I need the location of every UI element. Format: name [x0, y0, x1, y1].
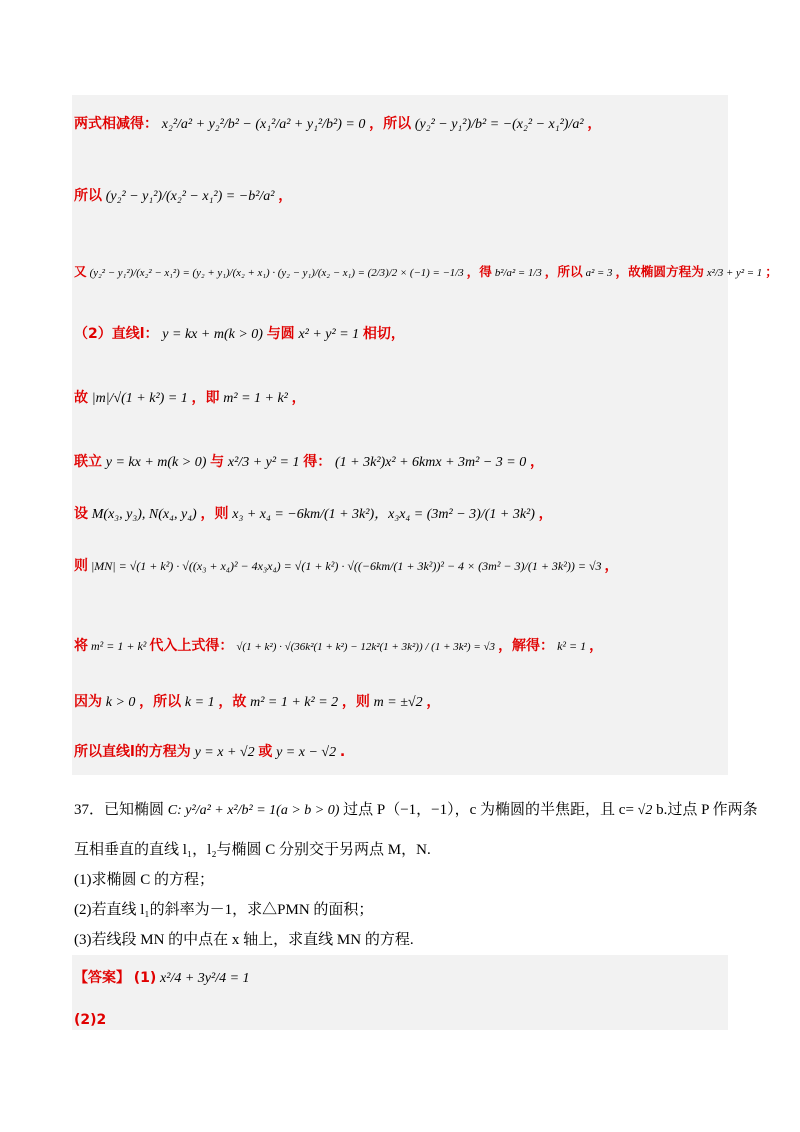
formula: y = x − √2: [276, 745, 337, 760]
formula: x² + y² = 1: [298, 327, 360, 342]
text: 过点 P（−1，−1），c 为椭圆的半焦距，且 c=: [343, 802, 634, 818]
text: ，故: [218, 694, 247, 710]
formula: x₂²/a² + y₂²/b² − (x₁²/a² + y₁²/b²) = 0: [161, 117, 366, 132]
solution-line-9: [74, 636, 603, 657]
solution-line-3: [74, 262, 778, 283]
text: (2)2: [74, 1012, 107, 1028]
text: ，故椭圆方程为: [615, 264, 704, 279]
solution-line-11: [74, 742, 345, 763]
formula: C: y²/a² + x²/b² = 1(a > b > 0): [167, 803, 340, 818]
solution-line-6: [74, 452, 544, 473]
formula: (y₂² − y₁²)/(x₂² − x₁²) = −b²/a²: [105, 189, 275, 204]
text: (2)若直线 l₁的斜率为－1，求△PMN 的面积；: [74, 902, 374, 918]
text: 得：: [303, 454, 332, 470]
text: ，即: [191, 390, 220, 406]
text: ，则: [341, 694, 370, 710]
text: ，: [278, 188, 293, 204]
text: 所以: [74, 188, 102, 204]
text: ，所以: [369, 116, 412, 132]
text: ，: [604, 558, 619, 574]
text: 因为: [74, 694, 102, 710]
formula: x²/3 + y² = 1: [227, 455, 300, 470]
formula: k > 0: [105, 695, 136, 710]
formula: y = x + √2: [194, 745, 255, 760]
formula: m² = 1 + k²: [223, 391, 288, 406]
text: ，: [529, 454, 544, 470]
solution-line-1: [74, 114, 601, 135]
text: (1)求椭圆 C 的方程；: [74, 872, 214, 888]
formula: (1 + 3k²)x² + 6kmx + 3m² − 3 = 0: [335, 455, 527, 470]
text: 则: [74, 558, 88, 574]
solution-line-10: [74, 692, 440, 713]
text: 设: [74, 506, 88, 522]
text: .: [339, 744, 346, 760]
text: ，: [291, 390, 306, 406]
formula: x₃ + x₄ = −6km/(1 + 3k²)，x₃x₄ = (3m² − 3)/(1 + 3k²): [232, 507, 535, 522]
formula: x²/4 + 3y²/4 = 1: [160, 971, 250, 986]
text: 联立: [74, 454, 102, 470]
solution-line-2: [74, 186, 292, 207]
text: ，: [589, 638, 604, 654]
problem-line-2: [74, 840, 431, 860]
formula: y = kx + m(k > 0): [105, 455, 207, 470]
text: （2）直线l：: [74, 326, 159, 342]
answer-block: [72, 955, 728, 1030]
text: 或: [258, 744, 273, 760]
solution-line-4: [74, 324, 405, 345]
formula: √2: [637, 803, 653, 818]
text: ，: [538, 506, 553, 522]
question-3: [74, 930, 414, 950]
text: 与: [210, 454, 225, 470]
text: 相切，: [362, 326, 405, 342]
formula: √(1 + k²) · √(36k²(1 + k²) − 12k²(1 + 3k²)) / (1 + 3k²) = √3: [236, 641, 496, 653]
formula: |m|/√(1 + k²) = 1: [91, 391, 188, 406]
formula: (y₂² − y₁²)/(x₂² − x₁²) = (y₂ + y₁)/(x₂ + x₁) · (y₂ − y₁)/(x₂ − x₁) = (2/3)/2 × (−1) = −1/3: [89, 267, 464, 279]
formula: y = kx + m(k > 0): [162, 327, 263, 342]
text: 37．已知椭圆: [74, 802, 165, 818]
question-1: [74, 870, 214, 890]
text: 两式相减得：: [74, 116, 158, 132]
answer-label: 【答案】: [74, 970, 130, 986]
answer-line-1: [74, 968, 250, 989]
text: 与圆: [266, 326, 295, 342]
solution-line-8: [74, 556, 619, 576]
formula: k² = 1: [557, 639, 587, 653]
formula: b²/a² = 1/3: [494, 267, 542, 279]
formula: m = ±√2: [373, 695, 423, 710]
text: ，解得：: [498, 638, 555, 654]
text: ，则: [200, 506, 229, 522]
text: ；: [765, 264, 778, 279]
formula: x²/3 + y² = 1: [706, 267, 763, 279]
solution-line-5: [74, 388, 306, 409]
text: 又: [74, 264, 87, 279]
text: 故: [74, 390, 88, 406]
text: ，所以: [139, 694, 182, 710]
text: ，: [426, 694, 441, 710]
text: ，: [587, 116, 602, 132]
text: b.过点 P 作两条: [656, 802, 758, 818]
formula: m² = 1 + k²: [91, 639, 147, 653]
formula: |MN| = √(1 + k²) · √((x₃ + x₄)² − 4x₃x₄) = √(1 + k²) · √((−6km/(1 + 3k²))² − 4 × (3m² − 3)/(1 + 3k²)) = √3: [91, 559, 602, 573]
answer-line-2: [74, 1010, 106, 1030]
text: 所以直线l的方程为: [74, 744, 191, 760]
text: ，得: [466, 264, 492, 279]
text: ，所以: [544, 264, 583, 279]
formula: M(x₃, y₃), N(x₄, y₄): [91, 507, 197, 522]
text: 互相垂直的直线 l₁，l₂与椭圆 C 分别交于另两点 M，N.: [74, 842, 431, 858]
text: (3)若线段 MN 的中点在 x 轴上，求直线 MN 的方程.: [74, 932, 414, 948]
formula: k = 1: [184, 695, 215, 710]
solution-line-7: [74, 504, 553, 525]
text: 将: [74, 638, 88, 654]
formula: a² = 3: [585, 267, 613, 279]
formula: (y₂² − y₁²)/b² = −(x₂² − x₁²)/a²: [414, 117, 584, 132]
text: 代入上式得：: [149, 638, 234, 654]
formula: m² = 1 + k² = 2: [250, 695, 339, 710]
text: (1): [133, 970, 157, 986]
question-2: [74, 900, 373, 920]
problem-line-1: [74, 800, 758, 821]
